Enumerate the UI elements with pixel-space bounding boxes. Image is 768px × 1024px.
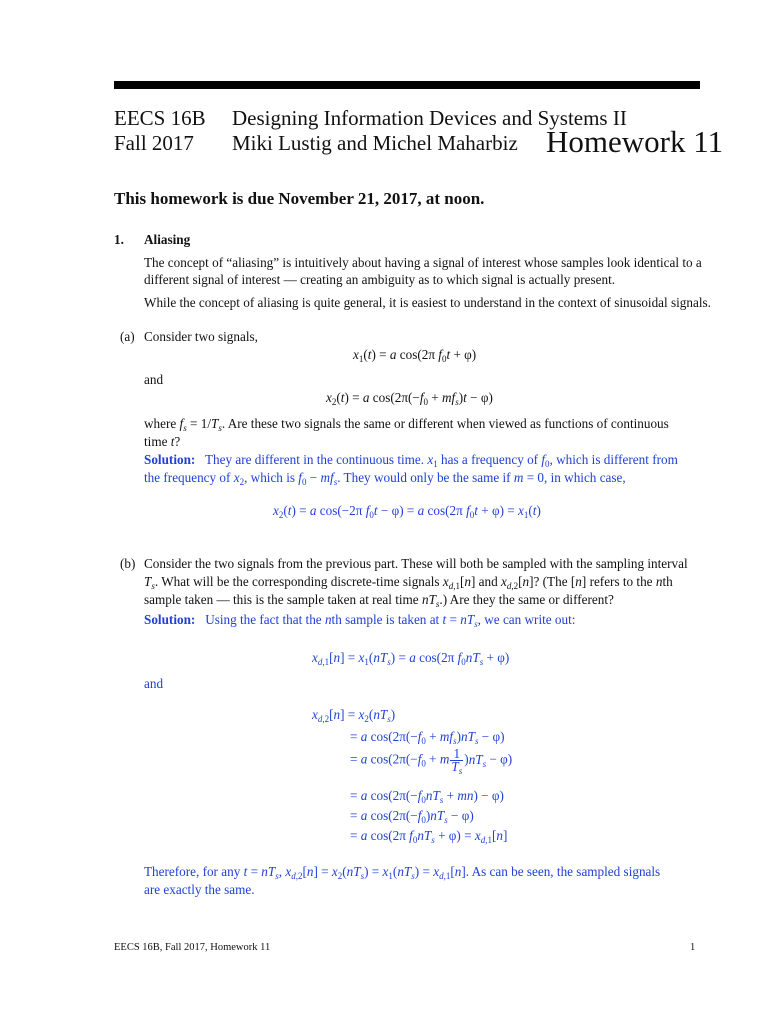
part-a-solution-line-1: Solution: They are different in the continuous time. $x_1$ has a frequency of $f_0$, which is different from (144, 452, 678, 469)
equation-x1: $x_1(t) = a$ cos(2π $f_0t + \varphi$) (353, 347, 477, 364)
course-code: EECS 16B (114, 106, 206, 130)
part-b-line-1: Consider the two signals from the previous part. These will both be sampled with the sampling interval (144, 556, 688, 571)
sol-b-text-3: , we can write out: (477, 612, 576, 627)
conclusion-text-2: . As can be seen, the sampled signals (465, 864, 661, 879)
problem-title: Aliasing (144, 232, 191, 247)
header-rule (114, 81, 700, 89)
part-b-line-2: $T_s$. What will be the corresponding discrete-time signals $x_{d,1}[n]$ and $x_{d,2}[n]$? (The [n] refers to the nth (144, 574, 673, 591)
homework-title: Homework 11 (546, 124, 724, 159)
sol-a-text-7: , in which case, (544, 470, 626, 485)
instructors: Miki Lustig and Michel Maharbiz (232, 131, 518, 155)
part-a-time-line: time t? (144, 434, 181, 449)
derivation-line-4: = a $\cos(2\pi(-f_0nT_s + mn) - \varphi)$ (350, 788, 504, 805)
sol-a-text-6: . They would only be the same if (337, 470, 511, 485)
part-b-solution-line: Solution: Using the fact that the nth sample is taken at $t = nT_s$, we can write out: (144, 612, 576, 629)
part-b-text-2e: th (662, 574, 673, 589)
fraction: $\frac{1}{T_s}$ (451, 746, 463, 776)
derivation-line-3: = a $\cos(2\pi(-f_0 + m$ $\frac{1}{T_s}$ )$nT_s - \varphi$) (350, 746, 513, 776)
due-date: This homework is due November 21, 2017, at noon. (114, 189, 485, 208)
page-number: 1 (690, 942, 696, 953)
part-a-and: and (144, 372, 164, 387)
problem-number: 1. (114, 232, 124, 247)
conclusion-text-1: Therefore, for any (144, 864, 241, 879)
intro-line-1: The concept of “aliasing” is intuitively about having a signal of interest whose samples look identical to a (144, 255, 702, 270)
sol-a-text-4: the frequency of (144, 470, 231, 485)
derivation-line-5: = a $\cos(2\pi(-f_0)nT_s - \varphi)$ (350, 808, 474, 825)
part-a-label: (a) (120, 329, 135, 344)
course-title: Designing Information Devices and Systems II (232, 106, 627, 130)
sol-b-text-2: th sample is taken at (331, 612, 440, 627)
derivation-line-6: = a cos(2π $f_0nT_s + \varphi) = x_{d,1}[n]$ (350, 828, 508, 845)
part-a-solution-line-2: the frequency of $x_2$, which is $f_0 - mf_s$. They would only be the same if m = 0, in which case, (144, 470, 626, 487)
equation-solution-a: $x_2(t) = a$ cos(−2π $f_0t - \varphi) = a$ cos(2π $f_0t + \varphi) = x_1(t)$ (273, 503, 541, 520)
intro-line-2: different signal of interest — creating an ambiguity as to which signal is actually present. (144, 272, 616, 287)
where-prefix: where (144, 416, 177, 431)
part-a-where-line: where $f_s = 1/T_s$. Are these two signals the same or different when viewed as functions of continuous (144, 416, 669, 433)
part-b-conclusion-line-1: Therefore, for any $t = nT_s$, $x_{d,2}[n] = x_2(nT_s) = x_1(nT_s) = x_{d,1}[n]$. As can be seen, the sampled signals (144, 864, 661, 881)
equation-x2: $x_2(t) = a$ $\cos(2\pi(-f_0 + mf_s)t - \varphi)$ (326, 390, 493, 407)
part-b-text-2a: . What will be the corresponding discrete-time signals (154, 574, 440, 589)
part-b-line-3: sample taken — this is the sample taken at real time $nT_s$.) Are they the same or different? (144, 592, 614, 609)
solution-label-a: Solution: (144, 452, 196, 467)
intro-line-3: While the concept of aliasing is quite general, it is easiest to understand in the context of sinusoidal signals. (144, 295, 711, 310)
part-b-label: (b) (120, 556, 136, 571)
part-b-text-2c: ? (The (533, 574, 568, 589)
sol-a-text-5: , which is (244, 470, 295, 485)
footer-left: EECS 16B, Fall 2017, Homework 11 (114, 942, 271, 953)
solution-label-b: Solution: (144, 612, 196, 627)
where-text: . Are these two signals the same or different when viewed as functions of continuous (221, 416, 669, 431)
sol-a-text-1: They are different in the continuous time. (204, 452, 425, 467)
part-b-conclusion-line-2: are exactly the same. (144, 882, 255, 897)
part-b-and: and (144, 676, 164, 691)
sol-a-text-2: has a frequency of (441, 452, 539, 467)
equation-xd1: $x_{d,1}[n] = x_1(nT_s) = a$ cos(2π $f_0nT_s + \varphi$) (312, 650, 510, 667)
part-b-text-2b: and (478, 574, 498, 589)
sol-b-text-1: Using the fact that the (205, 612, 322, 627)
part-b-text-3a: sample taken — this is the sample taken at real time (144, 592, 419, 607)
derivation-line-1: $x_{d,2}[n] = x_2(nT_s)$ (312, 707, 396, 724)
time-text: time (144, 434, 168, 449)
derivation-line-2: = a $\cos(2\pi(-f_0 + mf_s)nT_s - \varphi)$ (350, 729, 505, 746)
sol-a-text-3: , which is different from (549, 452, 678, 467)
part-b-text-2d: refers to the (589, 574, 653, 589)
part-b-text-3b: .) Are they the same or different? (439, 592, 614, 607)
course-term: Fall 2017 (114, 131, 194, 155)
part-a-text: Consider two signals, (144, 329, 258, 344)
